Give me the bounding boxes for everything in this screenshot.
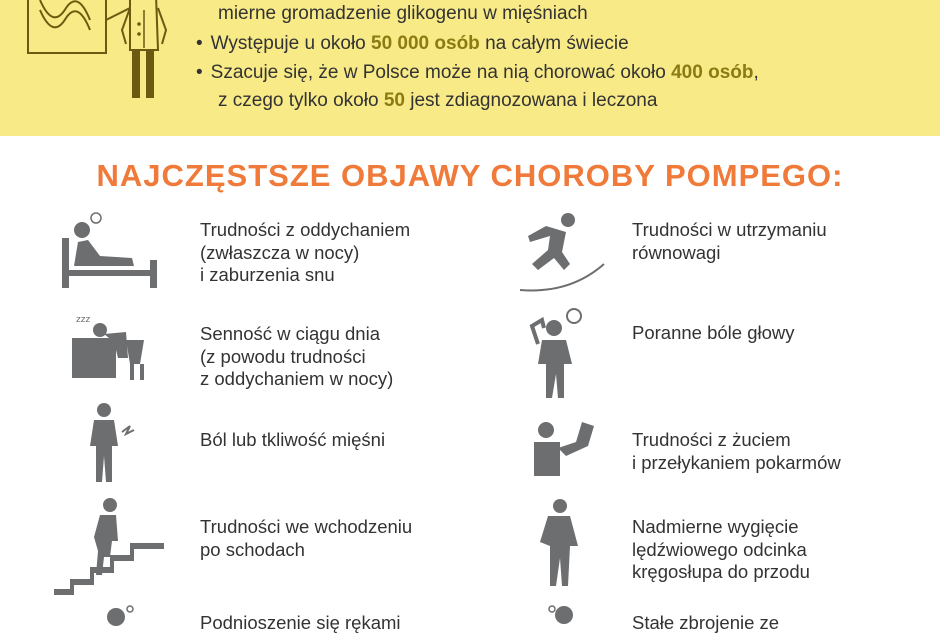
- sleepy-at-desk-icon: [70, 310, 154, 382]
- symptom-right-3: Trudności z żuciem i przełykaniem pokarmów: [632, 429, 841, 473]
- falling-person-icon: [510, 212, 610, 292]
- muscle-pain-icon: [82, 402, 146, 484]
- symptom-right-5: Stałe zbrojenie ze: [632, 612, 780, 633]
- section-title: NAJCZĘSTSZE OBJAWY CHOROBY POMPEGO:: [96, 158, 844, 193]
- person-icon: [546, 601, 586, 626]
- person-rising-icon: [100, 603, 140, 626]
- symptom-left-3: Ból lub tkliwość mięśni: [200, 429, 386, 450]
- doctor-with-board-illustration: [18, 0, 178, 110]
- symptom-left-4: Trudności we wchodzeniu po schodach: [200, 516, 413, 560]
- symptom-left-5: Podnioszenie się rękami: [200, 612, 401, 633]
- symptom-right-4: Nadmierne wygięcie lędźwiowego odcinka kręgosłupa do przodu: [632, 516, 810, 582]
- fact-line-2: • Występuje u około 50 000 osób na całym świecie: [196, 33, 629, 54]
- svg-text:zzz: zzz: [76, 315, 91, 325]
- eating-icon: [528, 416, 598, 478]
- sleeping-in-bed-icon: [58, 212, 162, 292]
- symptom-left-2: Senność w ciągu dnia (z powodu trudności z oddychaniem w nocy): [200, 323, 394, 389]
- symptom-left-1: Trudności z oddychaniem (zwłaszcza w nocy) i zaburzenia snu: [200, 219, 411, 285]
- symptom-right-1: Trudności w utrzymaniu równowagi: [632, 219, 827, 263]
- bent-spine-icon: [534, 498, 582, 588]
- climbing-stairs-icon: [54, 497, 166, 597]
- symptom-right-2: Poranne bóle głowy: [632, 322, 795, 343]
- fact-line-4: z czego tylko około 50 jest zdiagnozowana i leczona: [218, 90, 658, 111]
- fact-line-3: • Szacuje się, że w Polsce może na nią chorować około 400 osób,: [196, 62, 759, 83]
- headache-icon: [528, 304, 592, 400]
- fact-line-1: mierne gromadzenie glikogenu w mięśniach: [218, 3, 588, 24]
